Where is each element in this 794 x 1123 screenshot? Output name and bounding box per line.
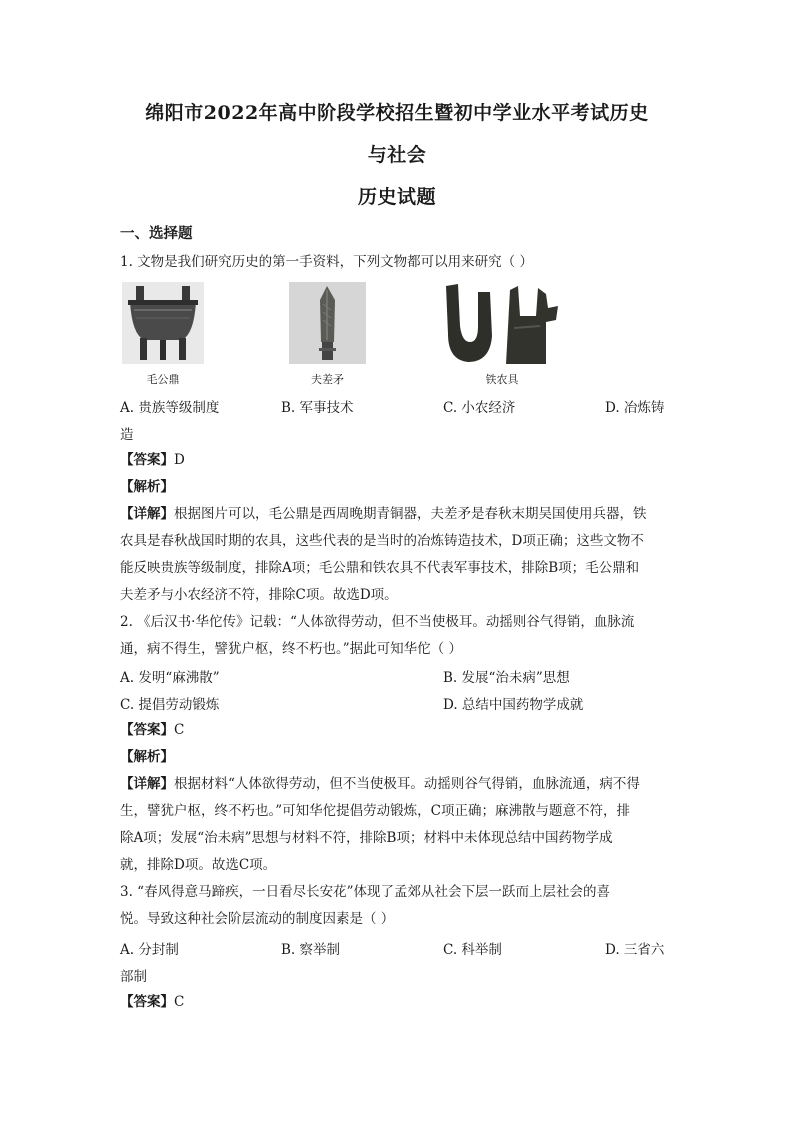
q3-option-d-wrap: 部制 [120, 969, 147, 985]
q1-option-a: A. 贵族等级制度 [120, 400, 220, 416]
exam-title-line2: 与社会 [367, 144, 427, 166]
q3-answer [120, 992, 676, 1012]
q2-detail-line: 就，排除D项。故选C项。 [120, 857, 277, 873]
detail-label: 【详解】 [120, 776, 174, 792]
q1-detail-line: 农具是春秋战国时期的农具，这些代表的是当时的冶炼铸造技术，D项正确；这些文物不 [120, 533, 644, 549]
q1-option-c: C. 小农经济 [443, 400, 516, 416]
q1-detail [120, 504, 676, 524]
q3-stem: 悦。导致这种社会阶层流动的制度因素是（ ） [120, 911, 395, 927]
q1-image-caption: 铁农具 [485, 373, 519, 386]
q2-detail [120, 774, 676, 794]
iron-tools-icon [440, 280, 564, 366]
q1-stem: 1. 文物是我们研究历史的第一手资料，下列文物都可以用来研究（ ） [120, 254, 533, 270]
answer-value: C [174, 994, 185, 1010]
q2-stem: 通，病不得生，譬犹户枢，终不朽也。”据此可知华佗（ ） [120, 641, 462, 657]
spear-icon [289, 282, 366, 364]
q1-image-caption: 夫差矛 [311, 373, 344, 386]
q1-image-caption: 毛公鼎 [146, 373, 180, 386]
q2-option-a: A. 发明“麻沸散” [120, 670, 220, 686]
q3-option-a: A. 分封制 [120, 942, 179, 958]
q1-option-b: B. 军事技术 [281, 400, 354, 416]
q1-detail-line: 夫差矛与小农经济不符，排除C项。故选D项。 [120, 587, 398, 603]
q2-detail-line: 除A项；发展“治未病”思想与材料不符，排除B项；材料中未体现总结中国药物学成 [120, 830, 613, 846]
answer-value: D [174, 452, 185, 468]
answer-value: C [174, 722, 185, 738]
section-heading: 一、选择题 [120, 225, 193, 242]
ding-vessel-icon [122, 282, 204, 364]
detail-text: 根据材料“人体欲得劳动，但不当使极耳。动摇则谷气得销，血脉流通，病不得 [174, 776, 640, 792]
detail-label: 【详解】 [120, 506, 174, 522]
q1-answer [120, 450, 676, 470]
q3-option-d: D. 三省六 [605, 942, 665, 958]
answer-label: 【答案】 [120, 452, 174, 468]
answer-label: 【答案】 [120, 722, 174, 738]
q3-stem: 3. “春风得意马蹄疾，一日看尽长安花”体现了孟郊从社会下层一跃而上层社会的喜 [120, 884, 610, 900]
q2-option-b: B. 发展“治未病”思想 [443, 670, 570, 686]
q2-option-c: C. 提倡劳动锻炼 [120, 697, 220, 713]
q1-option-d: D. 冶炼铸 [605, 400, 665, 416]
q3-option-b: B. 察举制 [281, 942, 341, 958]
q1-analysis-label: 【解析】 [120, 479, 174, 495]
q2-answer [120, 720, 676, 740]
q2-option-d: D. 总结中国药物学成就 [443, 697, 584, 713]
q1-detail-line: 能反映贵族等级制度，排除A项；毛公鼎和铁农具不代表军事技术，排除B项；毛公鼎和 [120, 560, 640, 576]
detail-text: 根据图片可以，毛公鼎是西周晚期青铜器，夫差矛是春秋末期吴国使用兵器，铁 [174, 506, 647, 522]
answer-label: 【答案】 [120, 994, 174, 1010]
q2-stem: 2. 《后汉书·华佗传》记载：“人体欲得劳动，但不当使极耳。动摇则谷气得销，血脉流 [120, 614, 635, 630]
q3-option-c: C. 科举制 [443, 942, 502, 958]
exam-title-line1: 绵阳市2022年高中阶段学校招生暨初中学业水平考试历史 [145, 102, 649, 124]
q2-detail-line: 生，譬犹户枢，终不朽也。”可知华佗提倡劳动锻炼，C项正确；麻沸散与题意不符，排 [120, 803, 630, 819]
q2-analysis-label: 【解析】 [120, 749, 174, 765]
q1-option-d-wrap: 造 [120, 427, 134, 443]
exam-subtitle: 历史试题 [357, 186, 436, 208]
